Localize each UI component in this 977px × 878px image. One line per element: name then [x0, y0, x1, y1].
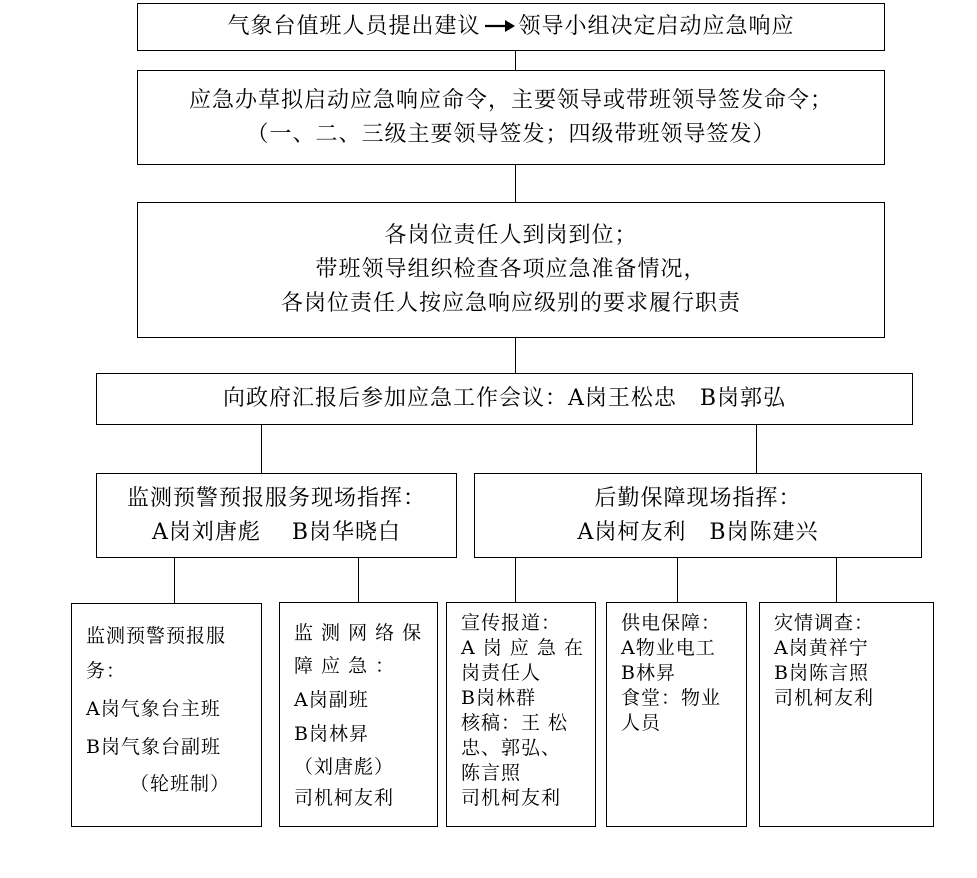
connector-left-leaf2 [358, 557, 359, 602]
leaf3-line7: 陈言照 [461, 762, 522, 784]
connector-2-3 [515, 164, 516, 203]
leaf4-line5: 人员 [621, 712, 662, 734]
leaf-disaster-survey [759, 602, 934, 827]
logistics-command-box [474, 473, 922, 558]
leaf-monitoring-forecast-service [71, 603, 262, 827]
leaf1-line3: A岗气象台主班 [86, 698, 221, 720]
leaf4-line4: 食堂：物业 [621, 687, 722, 709]
leaf3-line5: 核稿：王 松 [461, 712, 569, 734]
connector-4-left [261, 424, 262, 474]
monitoring-command-staff: A岗刘唐彪 B岗华晓白 [151, 519, 402, 545]
logistics-command-staff: A岗柯友利 B岗陈建兴 [577, 519, 819, 545]
connector-right-leaf5 [836, 557, 837, 602]
leaf4-line3: B林昇 [621, 662, 676, 684]
leaf1-line4: B岗气象台副班 [86, 736, 221, 758]
step2-line1: 应急办草拟启动应急响应命令，主要领导或带班领导签发命令； [188, 87, 833, 113]
step3-line3: 各岗位责任人按应急响应级别的要求履行职责 [280, 291, 741, 316]
step1-box [137, 3, 885, 51]
step1-left-text: 气象台值班人员提出建议 [227, 14, 481, 39]
leaf1-line1: 监测预警预报服 [86, 625, 227, 647]
leaf5-line4: 司机柯友利 [774, 687, 875, 709]
step2-line2: （一、二、三级主要领导签发；四级带班领导签发） [246, 121, 776, 147]
right-arrow-icon [485, 10, 515, 44]
leaf2-line3: A岗副班 [294, 689, 369, 711]
connector-1-2 [515, 50, 516, 71]
step4-box [96, 373, 913, 425]
leaf1-line2: 务： [86, 660, 127, 682]
leaf3-line8: 司机柯友利 [461, 787, 562, 809]
step4-line1: 向政府汇报后参加应急工作会议：A岗王松忠 B岗郭弘 [222, 386, 787, 411]
monitoring-command-title: 监测预警预报服务现场指挥： [126, 485, 426, 511]
connector-right-leaf3 [515, 557, 516, 602]
logistics-command-title: 后勤保障现场指挥： [594, 485, 802, 511]
leaf5-line2: A岗黄祥宁 [774, 637, 869, 659]
leaf3-line6: 忠、郭弘、 [461, 737, 562, 759]
leaf1-line5: （轮班制） [130, 773, 231, 795]
leaf2-line5: （刘唐彪） [294, 756, 395, 778]
leaf2-line4: B岗林昇 [294, 723, 369, 745]
leaf2-line2: 障 应 急 ： [294, 655, 396, 677]
monitoring-command-box [96, 473, 457, 558]
step3-line2: 带班领导组织检查各项应急准备情况， [315, 257, 707, 282]
leaf-publicity-reporting [446, 602, 596, 827]
leaf4-line2: A物业电工 [621, 637, 716, 659]
leaf3-line1: 宣传报道： [461, 612, 562, 634]
leaf2-line1: 监 测 网 络 保 [294, 622, 423, 644]
leaf3-line2: A 岗 应 急 在 [461, 637, 584, 659]
leaf3-line3: 岗责任人 [461, 662, 542, 684]
connector-4-right [756, 424, 757, 474]
step3-line1: 各岗位责任人到岗到位； [384, 223, 638, 248]
step3-box [137, 202, 885, 338]
leaf3-line4: B岗林群 [461, 687, 536, 709]
step1-right-text: 领导小组决定启动应急响应 [518, 14, 795, 39]
leaf5-line1: 灾情调查： [774, 612, 875, 634]
leaf4-line1: 供电保障： [621, 612, 722, 634]
leaf5-line3: B岗陈言照 [774, 662, 869, 684]
step1-text [227, 10, 794, 44]
connector-right-leaf4 [677, 557, 678, 602]
step2-box [137, 70, 885, 165]
leaf-network-guarantee [279, 602, 438, 827]
connector-left-leaf1 [174, 557, 175, 604]
leaf2-line6: 司机柯友利 [294, 787, 395, 809]
connector-3-4 [515, 337, 516, 374]
leaf-power-supply [606, 602, 747, 827]
